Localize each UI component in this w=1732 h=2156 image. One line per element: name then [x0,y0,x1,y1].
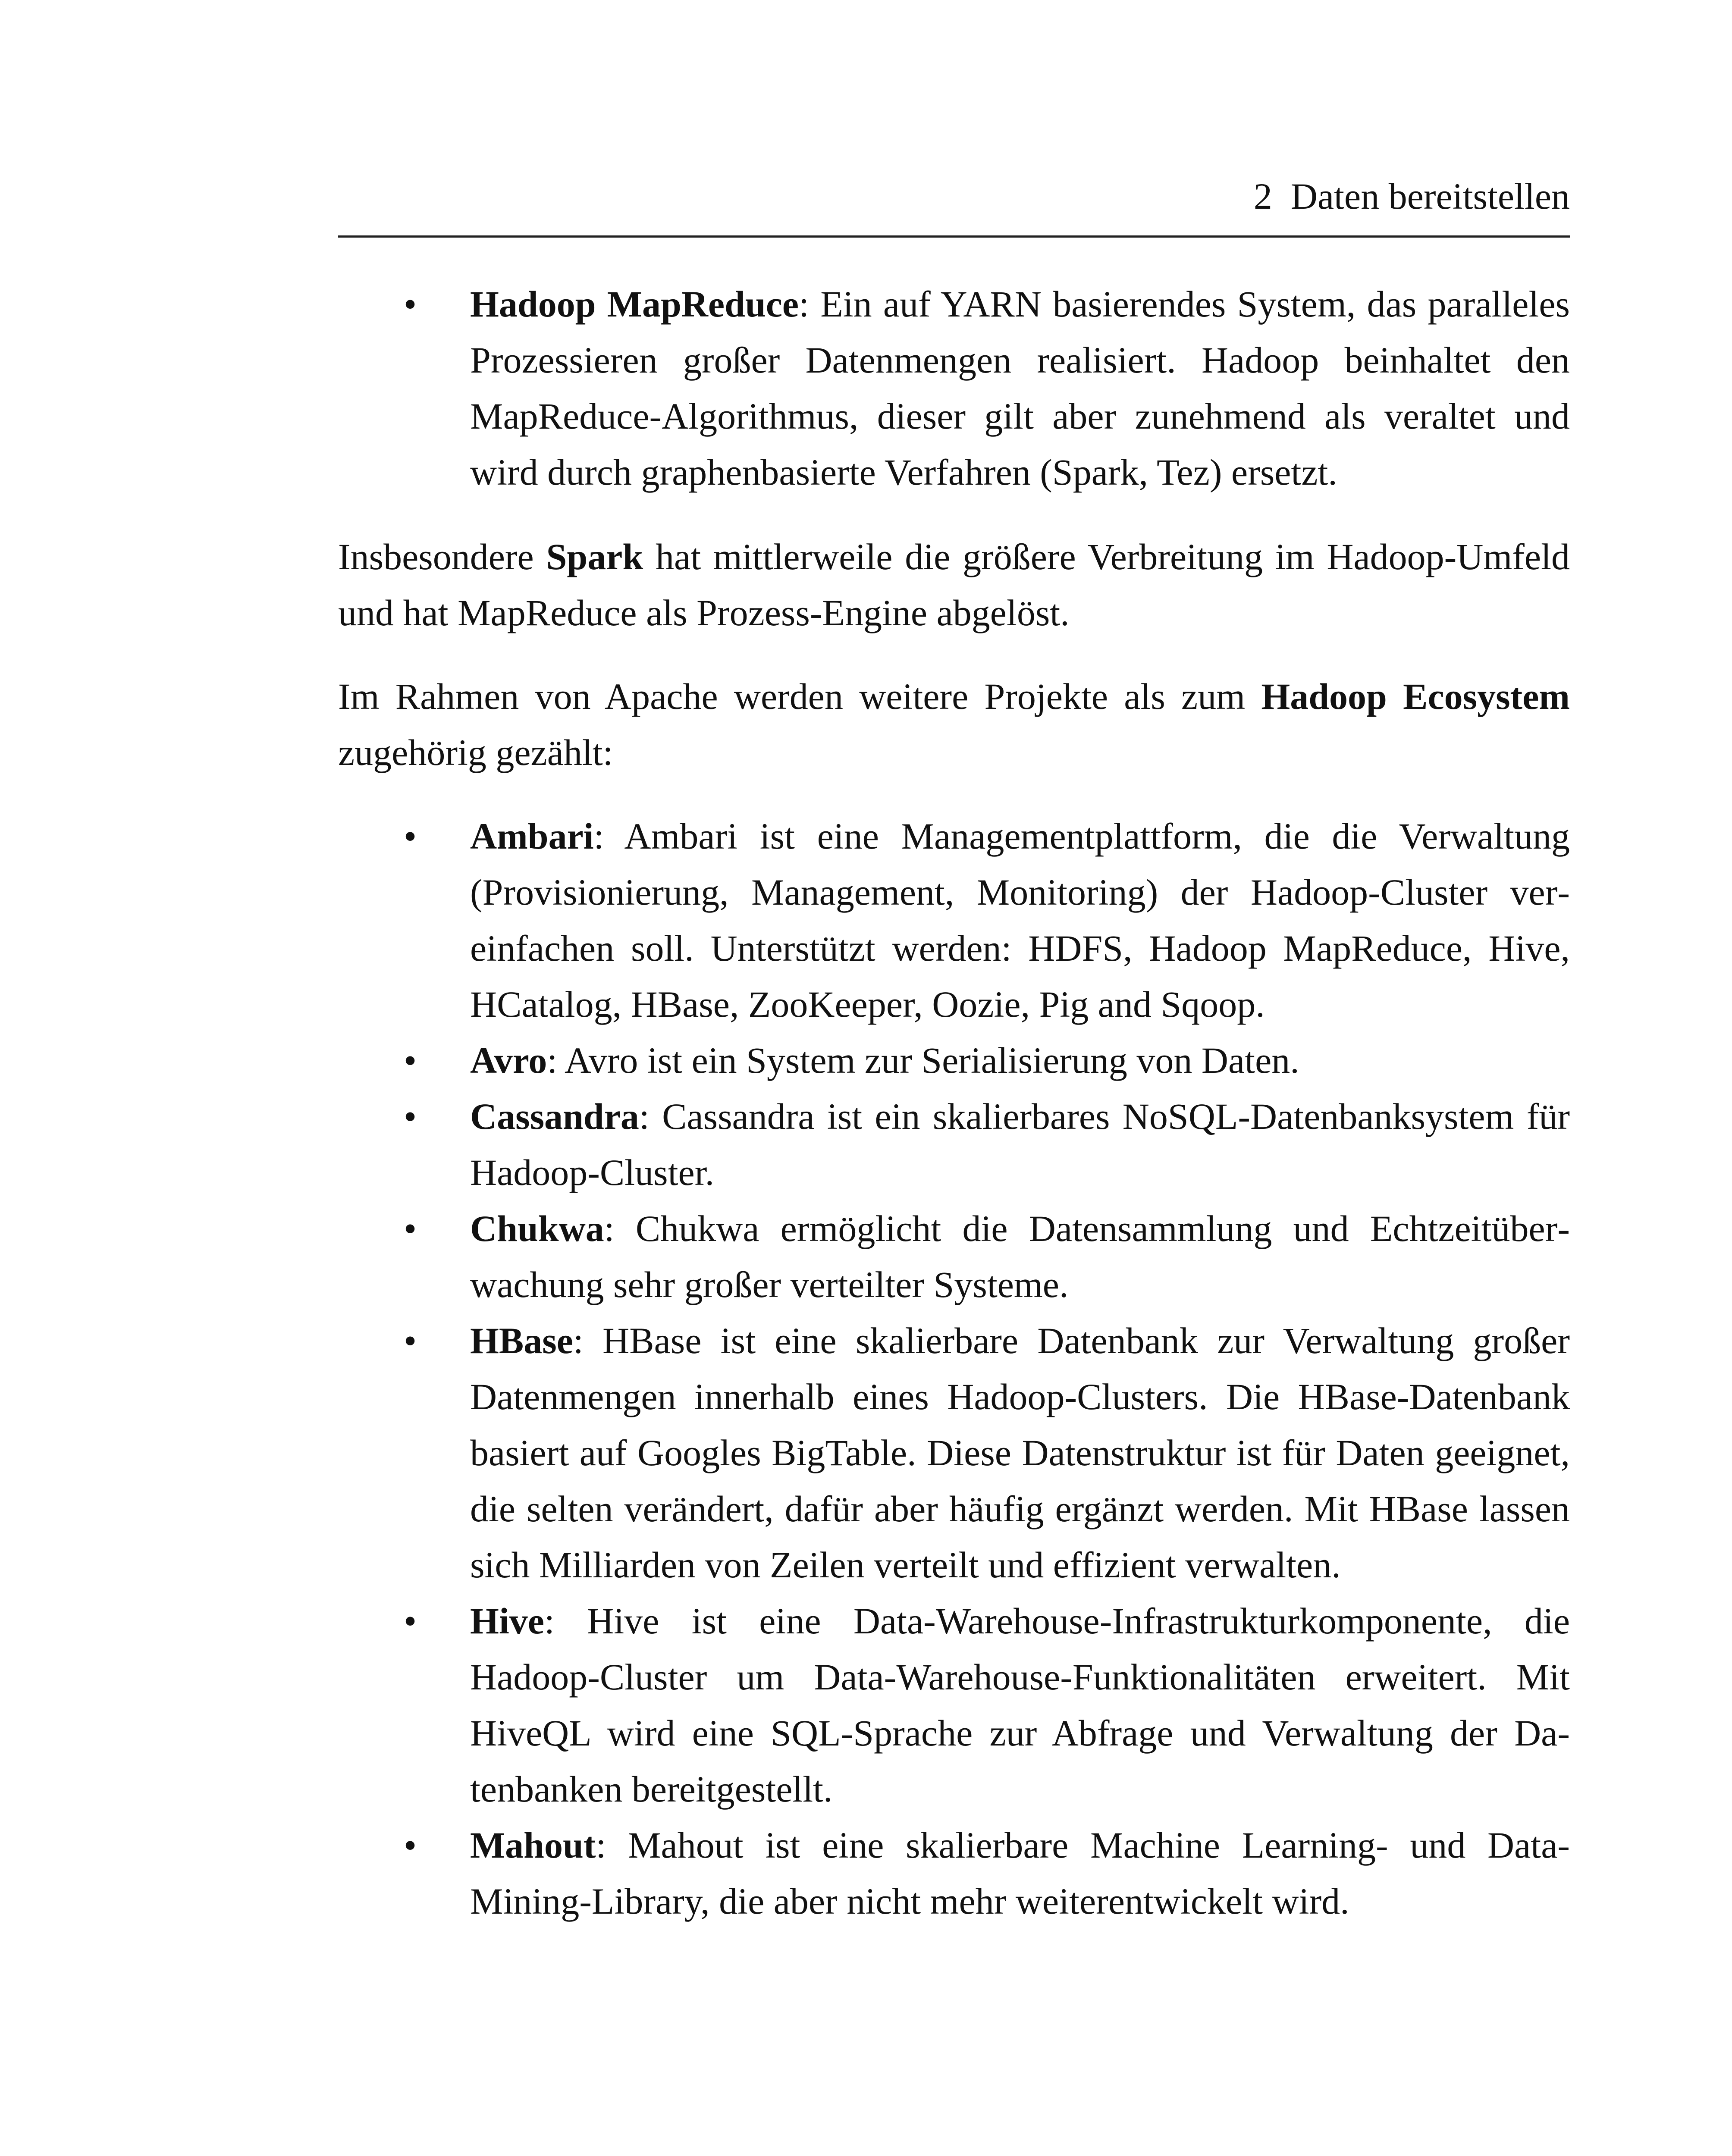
list-item [338,276,1570,500]
list-item-term: Avro [470,1040,547,1081]
mapreduce-list [338,276,1570,500]
list-item-term: Cassandra [470,1096,639,1137]
bullet-icon: • [404,1040,417,1081]
list-item-term: Hadoop MapReduce [470,283,799,325]
list-item [338,1313,1570,1593]
bullet-icon: • [404,1600,417,1642]
list-item [338,1593,1570,1817]
bullet-icon: • [404,1824,417,1866]
list-item-text: : Cassandra ist ein skalierbares NoSQL-Datenbanksystem für Hadoop-Cluster. [470,1096,1570,1193]
bullet-icon: • [404,815,417,857]
list-item [338,1200,1570,1313]
bullet-icon: • [404,283,417,325]
list-item-term: Ambari [470,815,594,857]
bullet-icon: • [404,1096,417,1137]
chapter-number: 2 [1253,175,1272,217]
list-item-term: Mahout [470,1824,596,1866]
paragraph-text: zugehörig gezählt: [338,732,613,773]
bullet-icon: • [404,1320,417,1361]
bullet-icon: • [404,1208,417,1249]
paragraph-ecosystem [338,668,1570,780]
paragraph-term: Spark [546,536,643,577]
list-item-term: HBase [470,1320,573,1361]
list-item [338,1032,1570,1088]
list-item-text: : Ambari ist eine Managementplattform, die die Verwaltung (Provisionierung, Management, Monitoring) der Hadoop-Cluster vereinfachen soll. Unterstützt werden: HDFS, Hadoop MapReduce, Hive, HCatalog, HBase, ZooKeeper, Oozie, Pig and Sqoop. [470,815,1570,1025]
list-item-text: : Chukwa ermöglicht die Datensammlung und Echtzeitüberwachung sehr großer verteilter Systeme. [470,1208,1570,1305]
list-item-text: : Hive ist eine Data-Warehouse-Infrastrukturkomponente, die Hadoop-Cluster um Data-Warehouse-Funktionalitäten erweitert. Mit HiveQL wird eine SQL-Sprache zur Abfrage und Verwaltung der Datenbanken bereitgestellt. [470,1600,1570,1810]
header-rule [338,235,1570,238]
list-item-text: : Avro ist ein System zur Serialisierung von Daten. [547,1040,1299,1081]
list-item-text: : Mahout ist eine skalierbare Machine Learning- und Data-Mining-Library, die aber nicht mehr weiterentwickelt wird. [470,1824,1570,1922]
running-header [338,170,1570,222]
list-item [338,1817,1570,1929]
paragraph-text: Insbesondere [338,536,546,577]
page-body [338,276,1570,1929]
paragraph-spark [338,529,1570,641]
paragraph-term: Hadoop Ecosystem [1261,676,1570,717]
chapter-title: Daten bereitstellen [1290,175,1570,217]
list-item [338,1088,1570,1200]
paragraph-text: hat mittlerweile die größere Verbreitung im Hadoop-Umfeld und hat MapReduce als Prozess-Engine abgelöst. [338,536,1570,633]
list-item-text: : Ein auf YARN basierendes System, das paralleles Prozessieren großer Datenmengen realisiert. Hadoop beinhaltet den MapReduce-Algorithmus, dieser gilt aber zunehmend als veraltet und wird durch graphenbasierte Verfahren (Spark, Tez) ersetzt. [470,283,1570,493]
ecosystem-list [338,808,1570,1929]
paragraph-text: Im Rahmen von Apache werden weitere Projekte als zum [338,676,1261,717]
list-item-term: Chukwa [470,1208,604,1249]
list-item-text: : HBase ist eine skalierbare Datenbank zur Verwaltung großer Datenmengen innerhalb eines Hadoop-Clusters. Die HBase-Datenbank basiert auf Googles BigTable. Diese Datenstruktur ist für Daten geeignet, die selten verändert, dafür aber häufig ergänzt werden. Mit HBase lassen sich Milliarden von Zeilen verteilt und effizient verwalten. [470,1320,1570,1586]
list-item [338,808,1570,1032]
list-item-term: Hive [470,1600,544,1642]
